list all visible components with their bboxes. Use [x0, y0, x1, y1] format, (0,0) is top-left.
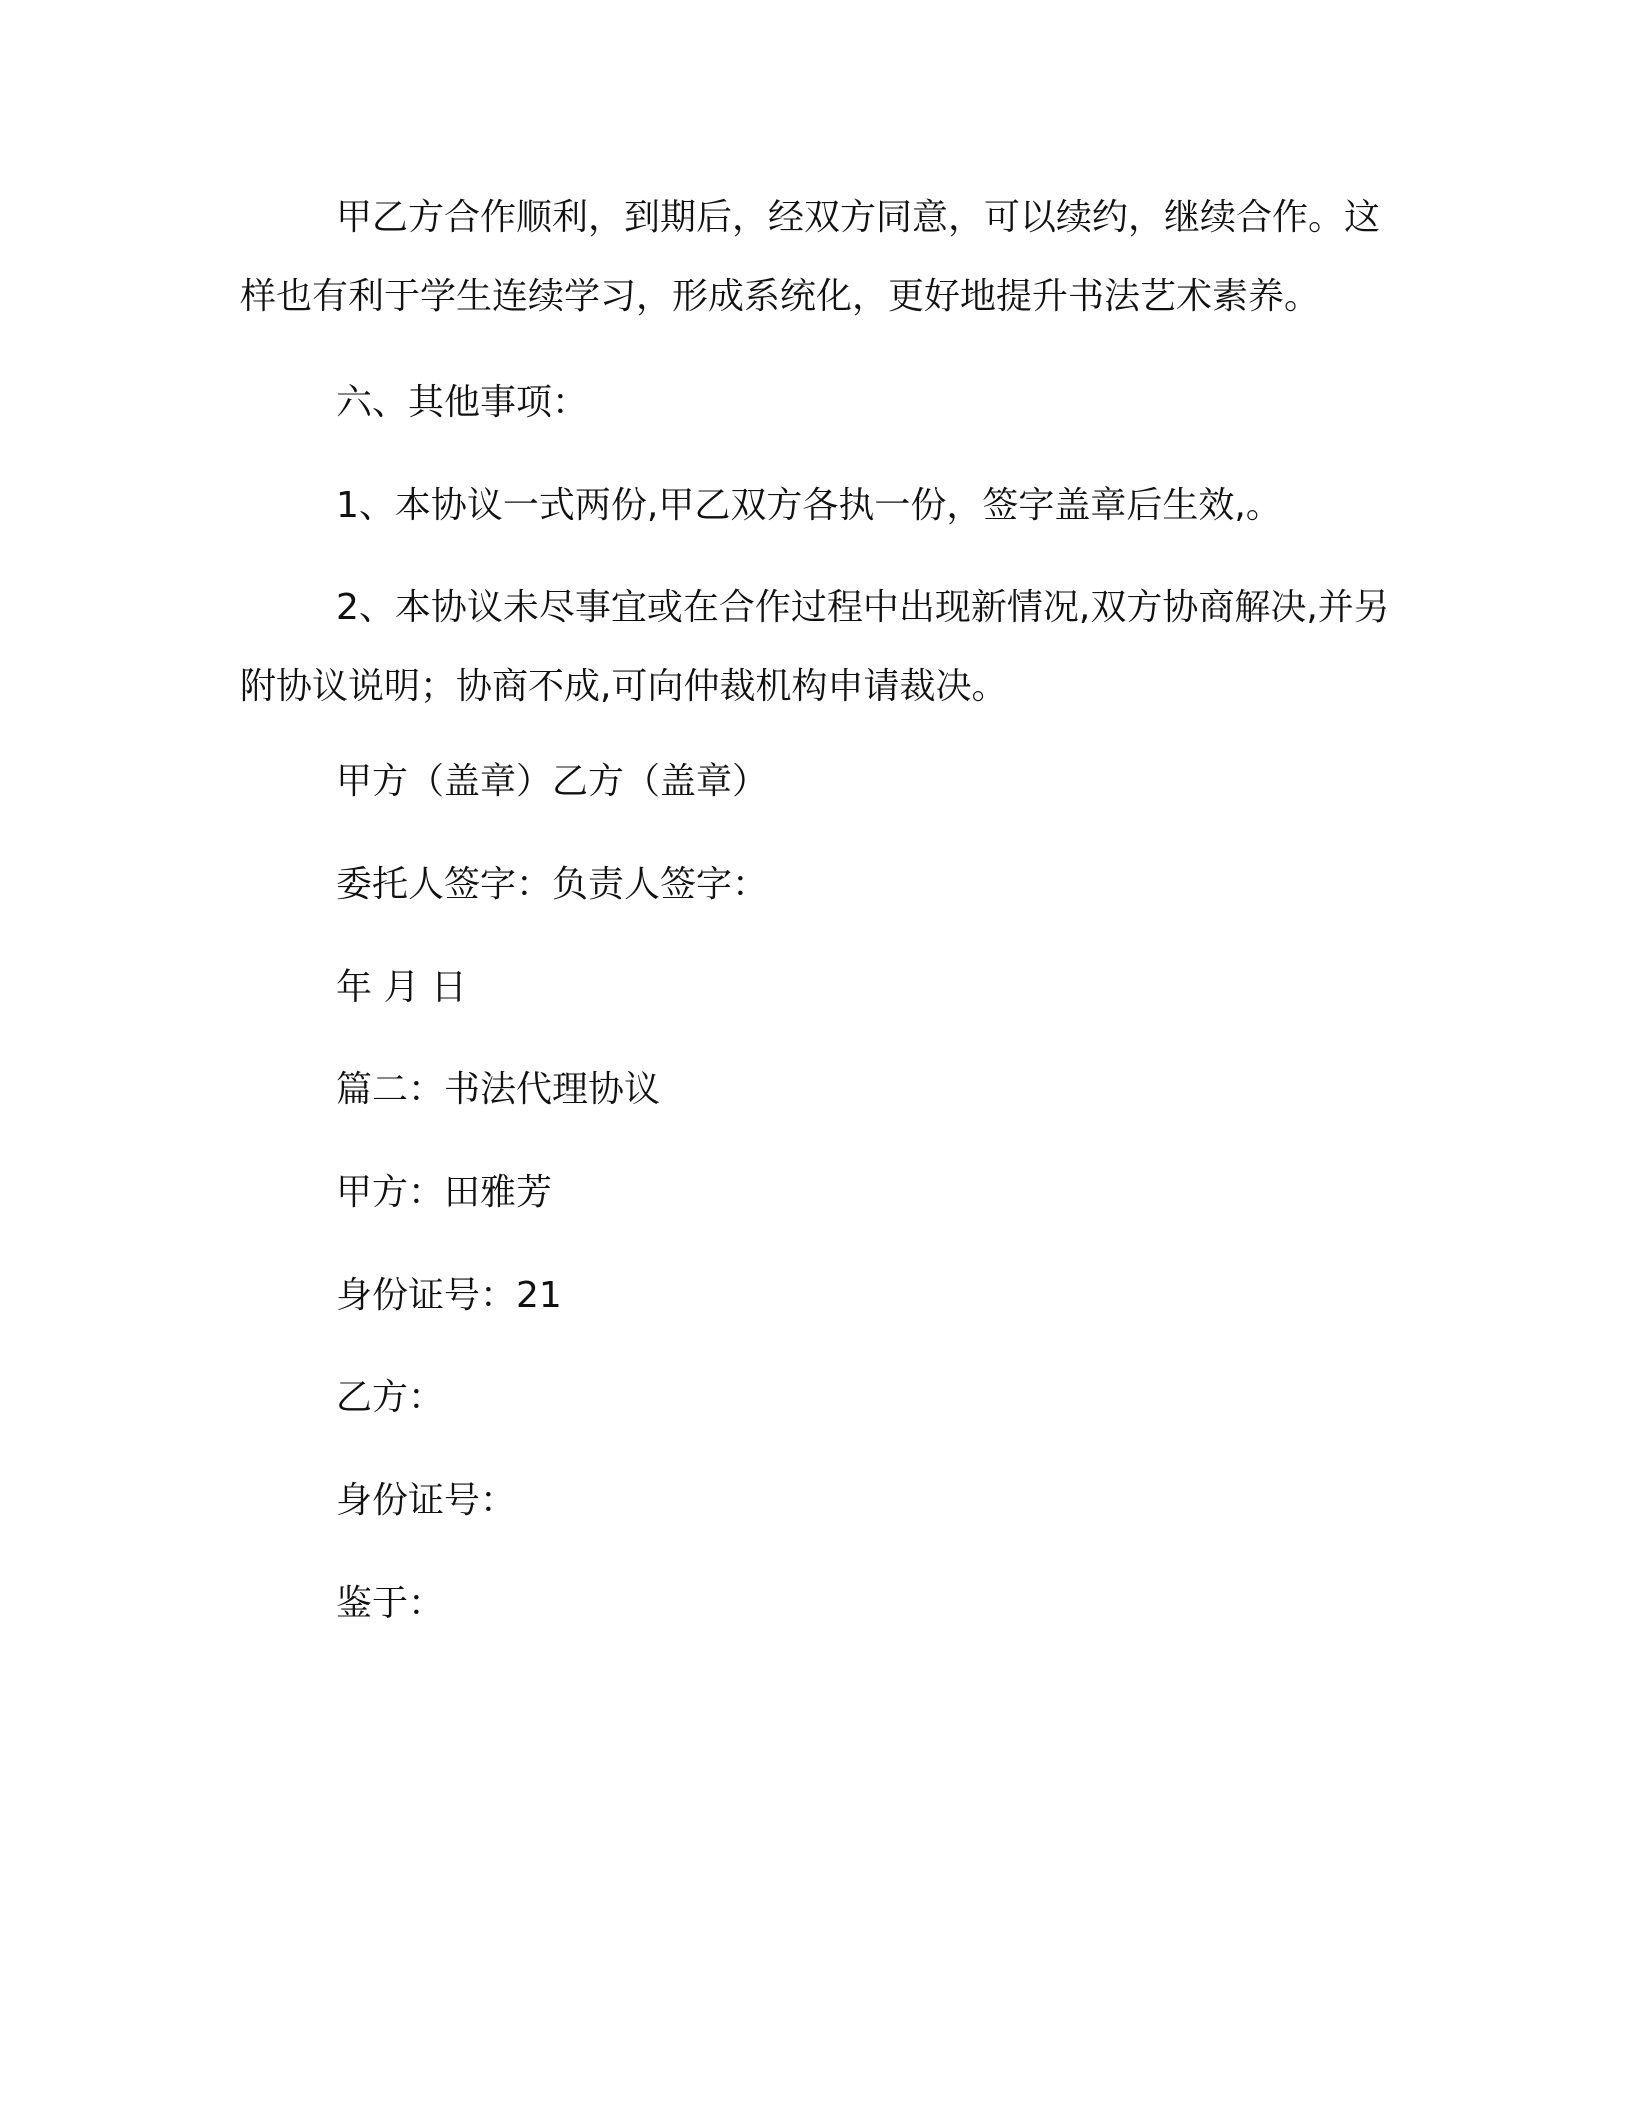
whereas-line: 鉴于： [336, 1583, 445, 1624]
party-a-line: 甲方：田雅芳 [336, 1172, 553, 1213]
section-heading-other-matters: 六、其他事项： [336, 382, 589, 423]
signature-line: 委托人签字：负责人签字： [336, 864, 769, 905]
party-b-line: 乙方： [336, 1377, 445, 1418]
party-b-id-line: 身份证号： [336, 1480, 517, 1521]
clause-2: 2、本协议未尽事宜或在合作过程中出现新情况,双方协商解决,并另附协议说明；协商不成,可向仲裁机构申请裁决。 [240, 587, 1390, 707]
party-a-id-line: 身份证号：21 [336, 1275, 562, 1316]
clause-1: 1、本协议一式两份,甲乙双方各执一份，签字盖章后生效,。 [336, 485, 1282, 526]
paragraph-renewal: 甲乙方合作顺利，到期后，经双方同意，可以续约，继续合作。这样也有利于学生连续学习，形成系统化，更好地提升书法艺术素养。 [240, 197, 1381, 317]
seal-line: 甲方（盖章）乙方（盖章） [336, 761, 769, 802]
date-line: 年 月 日 [336, 967, 467, 1008]
section-title-part-two: 篇二：书法代理协议 [336, 1069, 661, 1110]
